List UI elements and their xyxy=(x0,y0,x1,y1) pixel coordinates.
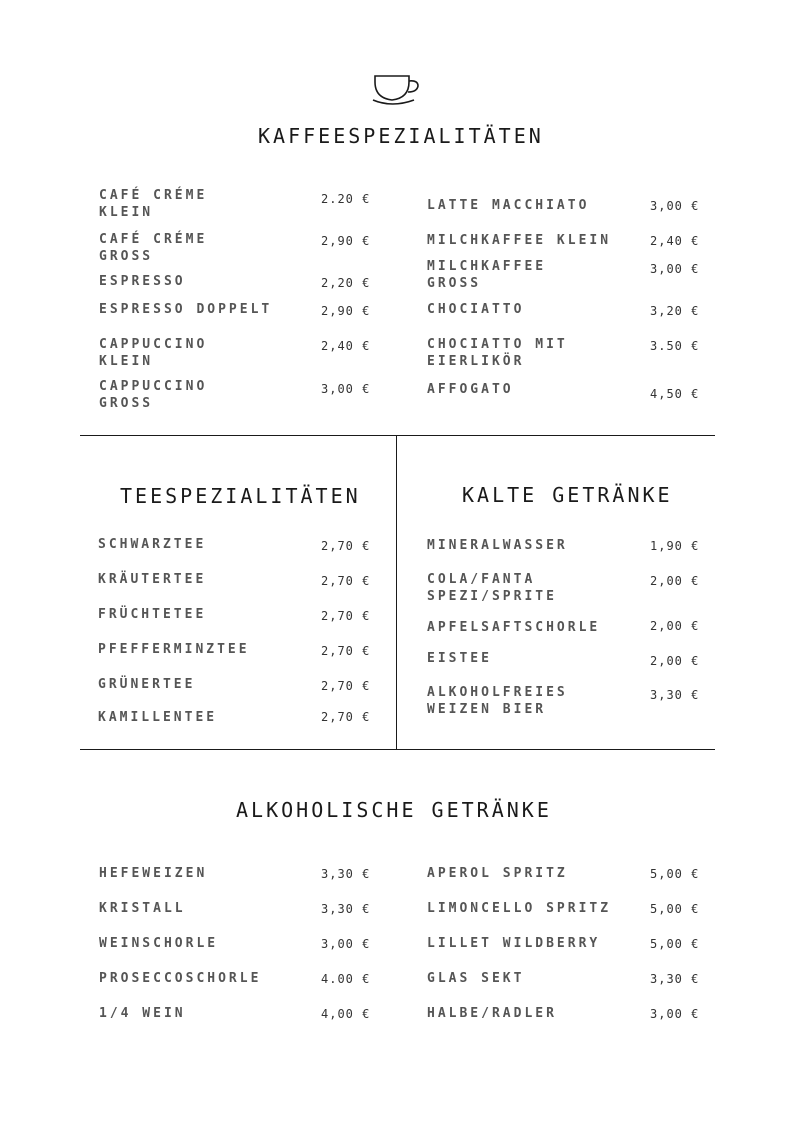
menu-item-price: 2,90 € xyxy=(321,234,371,248)
menu-item-name: SCHWARZTEE xyxy=(98,537,207,552)
menu-item-price: 5,00 € xyxy=(650,867,700,881)
menu-item-price: 3,00 € xyxy=(321,382,371,396)
menu-item-price: 3,30 € xyxy=(321,867,371,881)
divider-bottom xyxy=(80,749,715,750)
menu-item-name: MILCHKAFFEE KLEIN xyxy=(427,233,612,248)
section-title-cold: KALTE GETRÄNKE xyxy=(462,483,673,507)
menu-item-price: 4,00 € xyxy=(321,1007,371,1021)
menu-item-price: 3,30 € xyxy=(321,902,371,916)
menu-item-name: HEFEWEIZEN xyxy=(99,866,208,881)
menu-item-name: EISTEE xyxy=(427,651,492,666)
menu-item-name: KRISTALL xyxy=(99,901,186,916)
menu-item-name: LATTE MACCHIATO xyxy=(427,198,590,213)
menu-item-name: CHOCIATTO MIT EIERLIKÖR xyxy=(427,337,568,369)
divider-top xyxy=(80,435,715,436)
menu-item-price: 2,40 € xyxy=(650,234,700,248)
menu-item-price: 2,70 € xyxy=(321,574,371,588)
menu-item-name: ESPRESSO xyxy=(99,274,186,289)
menu-item-name: CAFÉ CRÉME KLEIN xyxy=(99,188,208,220)
menu-item-name: CAPPUCCINO GROSS xyxy=(99,379,208,411)
menu-item-price: 3,30 € xyxy=(650,972,700,986)
menu-item-name: APFELSAFTSCHORLE xyxy=(427,620,601,635)
menu-item-price: 3,30 € xyxy=(650,688,700,702)
menu-item-price: 1,90 € xyxy=(650,539,700,553)
menu-item-price: 2,70 € xyxy=(321,539,371,553)
menu-item-name: ALKOHOLFREIES WEIZEN BIER xyxy=(427,685,568,717)
menu-item-name: COLA/FANTA SPEZI/SPRITE xyxy=(427,572,557,604)
menu-item-name: MINERALWASSER xyxy=(427,538,568,553)
menu-item-name: CAFÉ CRÉME GROSS xyxy=(99,232,208,264)
menu-item-name: KRÄUTERTEE xyxy=(98,572,207,587)
menu-item-price: 2,00 € xyxy=(650,619,700,633)
menu-item-name: GLAS SEKT xyxy=(427,971,525,986)
menu-item-price: 5,00 € xyxy=(650,902,700,916)
menu-item-name: KAMILLENTEE xyxy=(98,710,218,725)
menu-item-price: 2,70 € xyxy=(321,710,371,724)
menu-item-price: 3,20 € xyxy=(650,304,700,318)
menu-item-name: LILLET WILDBERRY xyxy=(427,936,601,951)
menu-item-name: FRÜCHTETEE xyxy=(98,607,207,622)
section-title-tea: TEESPEZIALITÄTEN xyxy=(120,484,361,508)
section-title-coffee: KAFFEESPEZIALITÄTEN xyxy=(258,124,544,148)
menu-item-name: WEINSCHORLE xyxy=(99,936,219,951)
menu-item-name: MILCHKAFFEE GROSS xyxy=(427,259,547,291)
menu-item-price: 3,00 € xyxy=(650,262,700,276)
menu-item-price: 4,50 € xyxy=(650,387,700,401)
menu-item-name: CHOCIATTO xyxy=(427,302,525,317)
menu-item-name: 1/4 WEIN xyxy=(99,1006,186,1021)
menu-item-name: APEROL SPRITZ xyxy=(427,866,568,881)
menu-item-price: 3,00 € xyxy=(650,1007,700,1021)
menu-item-name: ESPRESSO DOPPELT xyxy=(99,302,273,317)
menu-item-name: LIMONCELLO SPRITZ xyxy=(427,901,612,916)
menu-item-name: AFFOGATO xyxy=(427,382,514,397)
divider-vertical xyxy=(396,435,397,749)
menu-item-price: 2,70 € xyxy=(321,644,371,658)
menu-item-name: PROSECCOSCHORLE xyxy=(99,971,262,986)
menu-item-name: CAPPUCCINO KLEIN xyxy=(99,337,208,369)
menu-item-name: HALBE/RADLER xyxy=(427,1006,557,1021)
menu-item-price: 2,70 € xyxy=(321,679,371,693)
menu-item-price: 3,00 € xyxy=(321,937,371,951)
menu-item-price: 2,20 € xyxy=(321,276,371,290)
menu-item-price: 5,00 € xyxy=(650,937,700,951)
menu-item-price: 3.50 € xyxy=(650,339,700,353)
menu-item-price: 2,70 € xyxy=(321,609,371,623)
menu-item-price: 2,90 € xyxy=(321,304,371,318)
section-title-alcohol: ALKOHOLISCHE GETRÄNKE xyxy=(236,798,552,822)
menu-item-price: 2,40 € xyxy=(321,339,371,353)
menu-item-name: GRÜNERTEE xyxy=(98,677,196,692)
menu-item-name: PFEFFERMINZTEE xyxy=(98,642,250,657)
coffee-cup-icon xyxy=(370,72,424,110)
menu-item-price: 2.20 € xyxy=(321,192,371,206)
menu-item-price: 4.00 € xyxy=(321,972,371,986)
menu-item-price: 2,00 € xyxy=(650,574,700,588)
menu-item-price: 3,00 € xyxy=(650,199,700,213)
menu-item-price: 2,00 € xyxy=(650,654,700,668)
